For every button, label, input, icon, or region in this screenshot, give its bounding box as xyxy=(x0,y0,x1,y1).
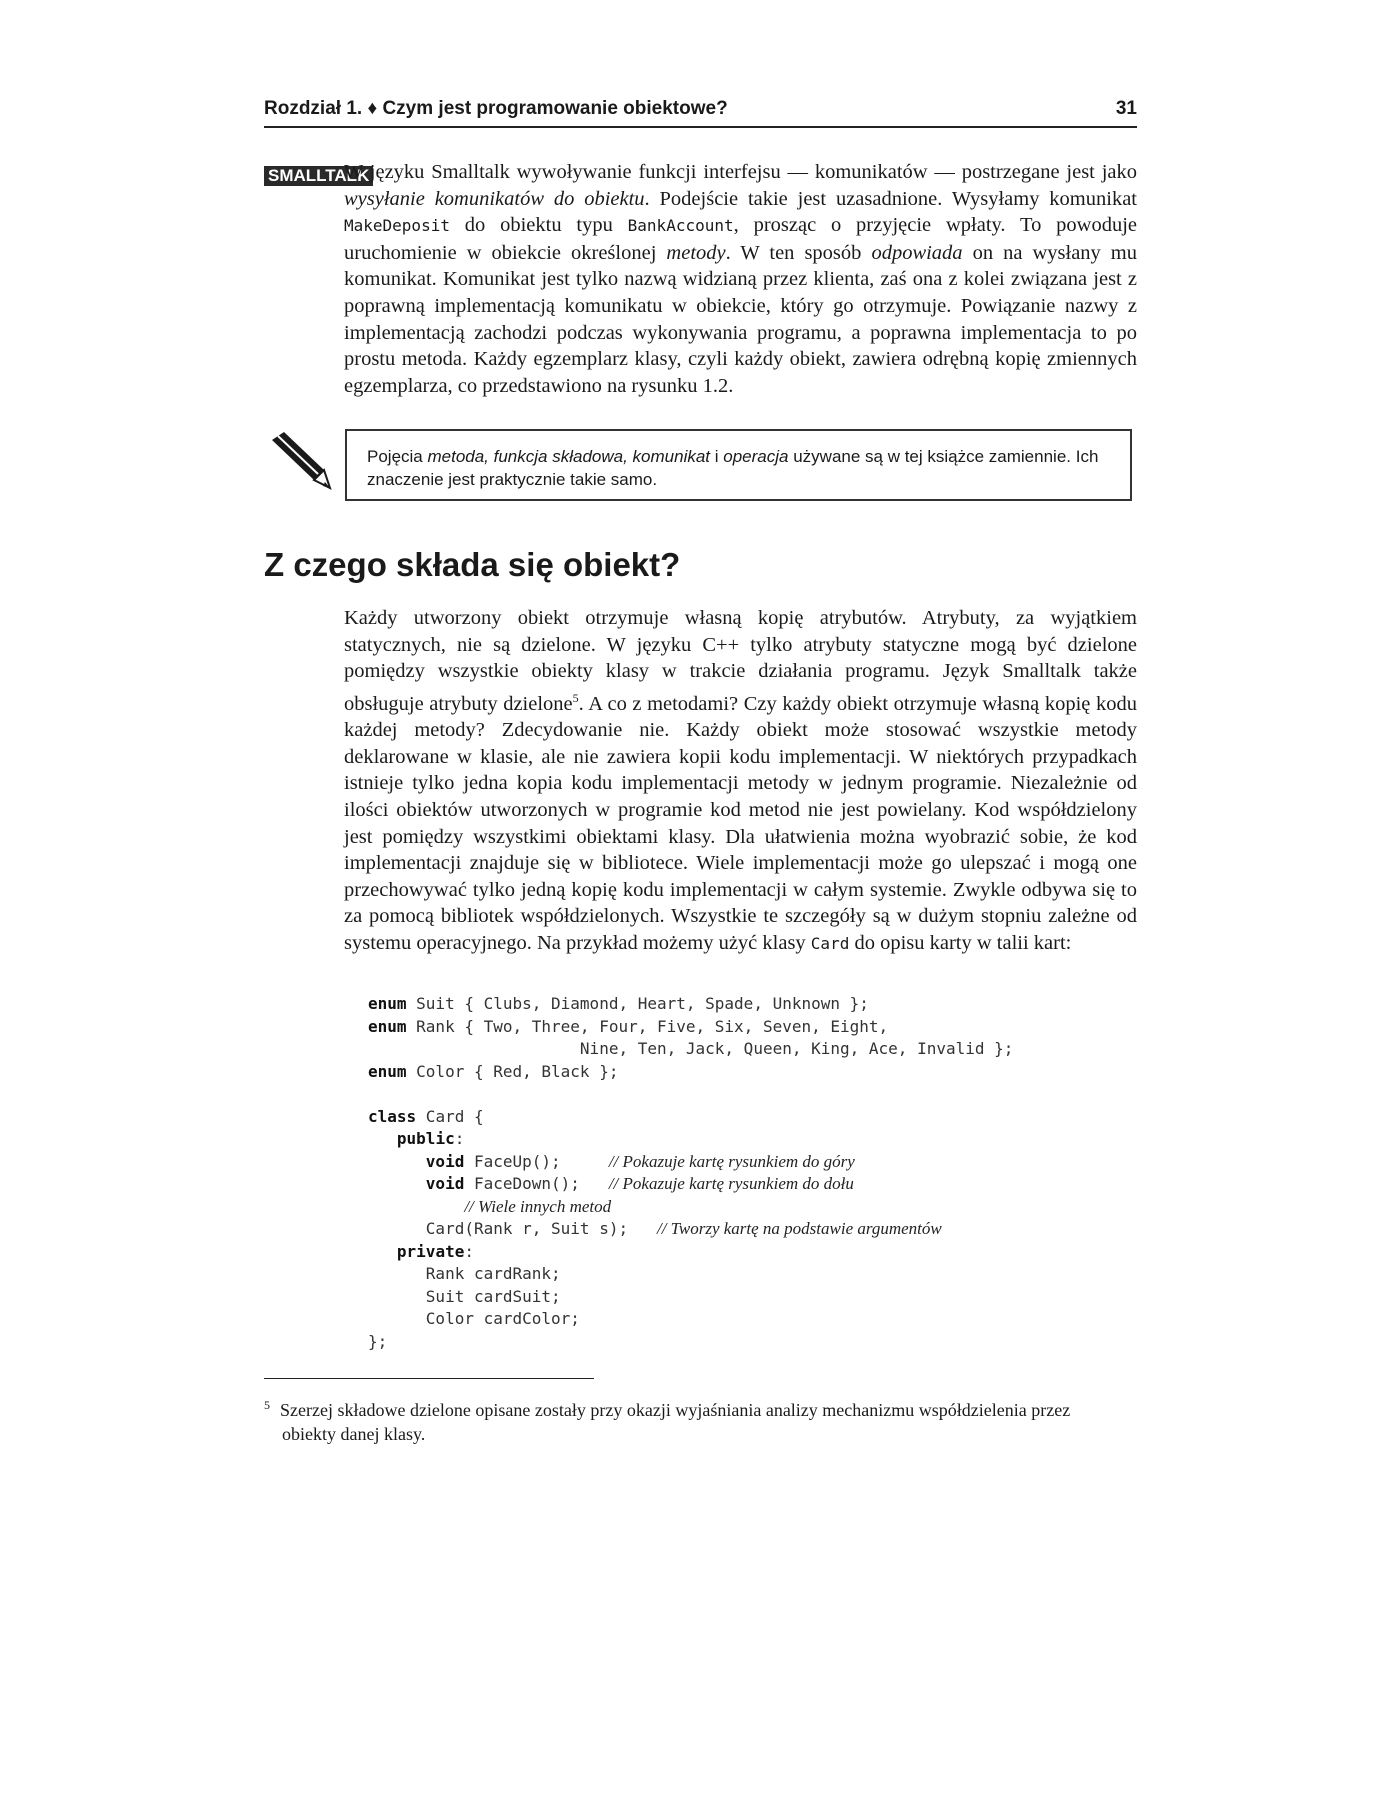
keyword-void: void xyxy=(425,1174,465,1193)
keyword-enum: enum xyxy=(368,1016,407,1036)
footnote xyxy=(264,1393,1124,1446)
note-emphasis-2: operacja xyxy=(723,447,789,466)
smalltalk-text-3: do obiektu typu xyxy=(449,214,628,237)
code-comment: // Pokazuje kartę rysunkiem do góry xyxy=(608,1151,855,1171)
code-line xyxy=(368,1332,387,1351)
code-text: }; xyxy=(368,1331,388,1351)
code-text: : xyxy=(454,1129,465,1148)
code-listing xyxy=(368,993,1013,1353)
body-text-2: . A co z metodami? Czy każdy obiekt otrzymuje własną kopię kodu każdej metody? Zdecydowanie nie. Każdy obiekt może stosować wszystkie metody deklarowane w klasie, ale nie zawiera kopii kodu implementacji. W niektórych przypadkach istnieje tylko jedna kopia kodu implementacji metody w jednym programie. Niezależnie od ilości obiektów utworzonych w programie kod metod nie jest powielany. Kod współdzielony jest pomiędzy wszystkimi obiektami klasy. Dla ułatwienia można wyobrazić sobie, że kod implementacji znajduje się w bibliotece. Wiele implementacji może go ulepszać i mogą one przechowywać tylko jedną kopię kodu implementacji w całym systemie. Zwykle odbywa się to za pomocą bibliotek współdzielonych. Wszystkie te szczegóły są w dużym stopniu zależne od systemu operacyjnego. Na przykład możemy użyć klasy xyxy=(344,692,1137,954)
code-line xyxy=(368,1309,580,1328)
note-text-3: używane są w tej książce zamiennie. Ich znaczenie jest praktycznie takie samo. xyxy=(367,447,1099,489)
code-text: Rank { Two, Three, Four, Five, Six, Seven, Eight, xyxy=(406,1016,889,1036)
code-text: : xyxy=(464,1241,474,1261)
code-text: Card(Rank r, Suit s); xyxy=(425,1219,657,1238)
code-line xyxy=(368,1062,618,1081)
running-header xyxy=(264,98,1137,120)
code-line xyxy=(368,1017,888,1036)
code-comment: // Wiele innych metod xyxy=(464,1196,612,1216)
body-text-1: Każdy utworzony obiekt otrzymuje własną kopię atrybutów. Atrybuty, za wyjątkiem statycznych, nie są dzielone. W języku C++ tylko atrybuty statyczne mogą być dzielone pomiędzy wszystkie obiekty klasy w trakcie działania programu. Język Smalltalk także obsługuje atrybuty dzielone xyxy=(344,607,1137,715)
code-text: Color { Red, Black }; xyxy=(406,1061,619,1081)
code-text: Rank cardRank; xyxy=(425,1264,561,1283)
code-card: Card xyxy=(810,933,850,953)
diamond-bullet-icon: ♦ xyxy=(367,98,378,119)
footnote-number: 5 xyxy=(264,1398,270,1412)
keyword-private: private xyxy=(396,1241,465,1261)
smalltalk-emphasis-3: odpowiada xyxy=(871,241,963,264)
smalltalk-emphasis-1: wysyłanie komunikatów do obiektu xyxy=(344,187,645,210)
section-title: Z czego składa się obiekt? xyxy=(264,546,681,583)
keyword-enum: enum xyxy=(368,1061,407,1081)
note-text-1: Pojęcia xyxy=(367,447,428,466)
code-comment: // Tworzy kartę na podstawie argumentów xyxy=(656,1219,942,1238)
code-line xyxy=(368,1152,855,1171)
code-text: Suit { Clubs, Diamond, Heart, Spade, Unknown }; xyxy=(406,994,869,1013)
page-number: 31 xyxy=(1115,98,1137,119)
chapter-name: Czym jest programowanie obiektowe? xyxy=(382,98,728,119)
body-paragraph xyxy=(344,605,1137,958)
keyword-class: class xyxy=(368,1106,417,1126)
code-text: FaceDown(); xyxy=(464,1174,609,1193)
code-line xyxy=(368,1197,611,1216)
code-comment: // Pokazuje kartę rysunkiem do dołu xyxy=(608,1174,854,1193)
header-rule xyxy=(264,126,1137,128)
code-line xyxy=(368,1242,474,1261)
note-box xyxy=(345,429,1132,501)
code-line xyxy=(368,1129,464,1148)
code-text: FaceUp(); xyxy=(464,1151,609,1171)
code-line xyxy=(368,994,869,1013)
code-line xyxy=(368,1039,1013,1058)
code-text: Card { xyxy=(416,1106,484,1126)
chapter-label: Rozdział 1. xyxy=(264,98,363,119)
footnote-reference[interactable]: 5 xyxy=(572,690,579,705)
footnote-text: Szerzej składowe dzielone opisane zostały przy okazji wyjaśniania analizy mechanizmu współdzielenia przez obiekty danej klasy. xyxy=(280,1400,1071,1444)
code-line xyxy=(368,1107,484,1126)
code-line xyxy=(368,1287,561,1306)
pencil-note-icon xyxy=(268,430,334,495)
note-emphasis-1: metoda, funkcja składowa, komunikat xyxy=(427,447,711,466)
code-bankaccount: BankAccount xyxy=(627,216,734,236)
body-text-3: do opisu karty w talii kart: xyxy=(849,931,1072,954)
footnote-body xyxy=(264,1393,1124,1446)
chapter-title xyxy=(264,98,728,120)
keyword-enum: enum xyxy=(368,994,407,1013)
code-line xyxy=(368,1219,942,1238)
smalltalk-emphasis-2: metody xyxy=(666,241,726,264)
code-text: Nine, Ten, Jack, Queen, King, Ace, Invalid }; xyxy=(368,1039,1014,1058)
smalltalk-text-2: . Podejście takie jest uzasadnione. Wysyłamy komunikat xyxy=(644,187,1137,210)
smalltalk-text-5: . W ten sposób xyxy=(725,241,872,264)
smalltalk-text-4: , prosząc o przyjęcie wpłaty. To powoduje uruchomienie w obiekcie określonej xyxy=(344,214,1137,264)
keyword-public: public xyxy=(396,1129,455,1148)
smalltalk-paragraph xyxy=(344,159,1137,399)
keyword-void: void xyxy=(425,1151,465,1171)
code-text: Color cardColor; xyxy=(425,1309,580,1328)
smalltalk-text-1: W języku Smalltalk wywoływanie funkcji interfejsu — komunikatów — postrzegane jest jako xyxy=(344,161,1137,183)
note-text-2: i xyxy=(710,447,724,466)
code-makedeposit: MakeDeposit xyxy=(344,216,450,236)
smalltalk-tag: SMALLTALK xyxy=(264,166,373,186)
footnote-rule xyxy=(264,1378,594,1379)
code-line xyxy=(368,1264,561,1283)
code-text: Suit cardSuit; xyxy=(425,1286,561,1306)
smalltalk-text-6: on na wysłany mu komunikat. Komunikat jest tylko nazwą widzianą przez klienta, zaś ona z kolei związana jest z poprawną implementacją komunikatu w obiekcie, który go otrzymuje. Powiązanie nazwy z implementacją zachodzi podczas wykonywania programu, a poprawna implementacja to po prostu metoda. Każdy egzemplarz klasy, czyli każdy obiekt, zawiera odrębną kopię zmiennych egzemplarza, co przedstawiono na rysunku 1.2. xyxy=(344,241,1138,397)
code-line xyxy=(368,1174,854,1193)
